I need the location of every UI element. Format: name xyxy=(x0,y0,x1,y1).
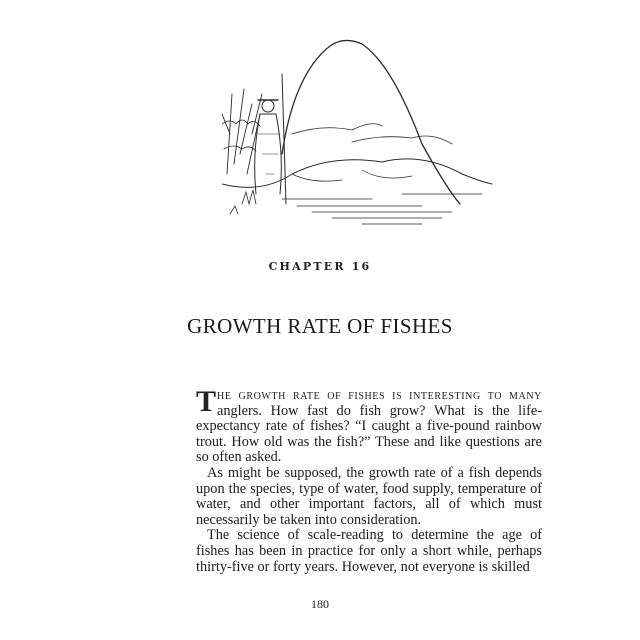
chapter-label: CHAPTER 16 xyxy=(268,260,372,273)
lead-in-smallcaps: he growth rate of fishes is interesting to many xyxy=(217,387,542,403)
drop-cap: T xyxy=(196,385,217,418)
paragraph-3: The science of scale-reading to determine the age of fishes has been in practice for only a short while, perhaps thirty-five or forty years. However, not everyone is skilled xyxy=(196,527,542,575)
paragraph-1 xyxy=(196,385,542,466)
page-number: 180 xyxy=(311,597,329,611)
paragraph-1-text: anglers. How fast do fish grow? What is the life-expectancy rate of fishes? “I caught a five-pound rainbow trout. How old was the fish?” These and like questions are so often asked. xyxy=(196,402,542,466)
angler-illustration xyxy=(222,34,522,230)
angler-fishing-icon xyxy=(222,34,522,230)
chapter-title: GROWTH RATE OF FISHES xyxy=(187,314,453,338)
body-text xyxy=(196,385,542,575)
paragraph-2: As might be supposed, the growth rate of a fish depends upon the species, type of water, food supply, temperature of water, and other important factors, all of which must necessarily be taken into consideration. xyxy=(196,464,542,528)
